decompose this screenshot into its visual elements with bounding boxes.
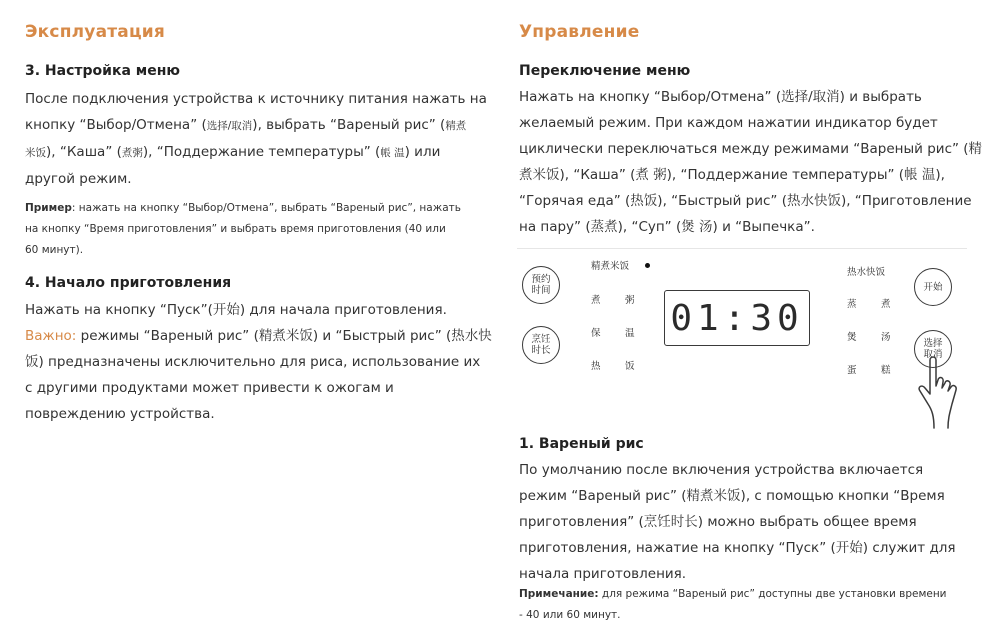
mode-label-left-3a: 热 bbox=[591, 361, 601, 372]
mode-label-right-2b: 汤 bbox=[881, 332, 891, 343]
menu-setup-heading: 3. Настройка меню bbox=[25, 63, 181, 79]
rice-paragraph: По умолчанию после включения устройства включается режим “Вареный рис” (精煮米饭), с помощью кнопки “Время приготовления” (烹饪时长) можно выбрать общее время приготовления, нажатие на кнопку “Пуск” (开始) служит для начала приготовления. bbox=[519, 462, 956, 582]
mode-label-quick-rice: 热水快饭 bbox=[847, 267, 886, 278]
mode-label-right-1b: 煮 bbox=[881, 299, 891, 310]
mode-label-left-1b: 粥 bbox=[625, 295, 635, 306]
mode-label-rice: 精煮米饭 bbox=[591, 261, 630, 272]
start-heading: 4. Начало приготовления bbox=[25, 275, 232, 291]
menu-setup-line-3: 米饭), “Каша” (煮粥), “Поддержание температуры” (帳 温) или bbox=[25, 144, 441, 160]
mode-label-left-2b: 温 bbox=[625, 328, 635, 339]
section-title-control: Управление bbox=[519, 22, 640, 42]
mode-label-right-1a: 蒸 bbox=[847, 299, 857, 310]
mode-label-right-2a: 煲 bbox=[847, 332, 857, 343]
important-label: Важно: bbox=[25, 328, 77, 344]
mode-label-left-3b: 饭 bbox=[625, 361, 635, 372]
menu-setup-paragraph bbox=[25, 86, 487, 192]
mode-label-right-3a: 蛋 bbox=[847, 365, 857, 376]
section-title-operation: Эксплуатация bbox=[25, 22, 165, 42]
reserve-time-button[interactable]: 预约 时间 bbox=[522, 266, 560, 304]
select-cancel-button[interactable]: 选择 取消 bbox=[914, 330, 952, 368]
time-display bbox=[664, 290, 810, 346]
example-note: Пример: нажать на кнопку “Выбор/Отмена”, выбрать “Вареный рис”, нажать на кнопку “Время приготовления” и выбрать время приготовления (40 или 60 минут). bbox=[25, 202, 461, 256]
menu-setup-line-4: другой режим. bbox=[25, 171, 132, 187]
example-label: Пример bbox=[25, 202, 72, 214]
menu-setup-line-2: кнопку “Выбор/Отмена” (选择/取消), выбрать “Вареный рис” (精煮 bbox=[25, 117, 467, 133]
cook-time-button[interactable]: 烹饪 时长 bbox=[522, 326, 560, 364]
control-panel-illustration bbox=[517, 248, 967, 430]
time-display-digits: 01:30 bbox=[670, 297, 804, 339]
mode-label-left-2a: 保 bbox=[591, 328, 601, 339]
pointing-hand-icon bbox=[912, 356, 964, 430]
switch-menu-heading: Переключение меню bbox=[519, 63, 691, 79]
note-label: Примечание: bbox=[519, 588, 599, 600]
switch-menu-paragraph: Нажать на кнопку “Выбор/Отмена” (选择/取消) и выбрать желаемый режим. При каждом нажатии индикатор будет циклически переключаться между режимами “Вареный рис” (精 煮米饭), “Каша” (煮 粥), “Поддержание температуры” (帳 温), “Горячая еда” (热饭), “Быстрый рис” (热水快饭), “Приготовление на пару” (蒸煮), “Суп” (煲 汤) и “Выпечка”. bbox=[519, 89, 983, 235]
start-paragraph: Нажать на кнопку “Пуск”(开始) для начала приготовления. Важно: режимы “Вареный рис” (精煮米饭) и “Быстрый рис” (热水快 饭) предназначены исключительно для риса, использование их с другими продуктами может привести к ожогам и повреждению устройства. bbox=[25, 302, 492, 422]
mode-indicator-dot bbox=[645, 263, 650, 268]
rice-heading: 1. Вареный рис bbox=[519, 436, 644, 452]
rice-note: Примечание: для режима “Вареный рис” доступны две установки времени - 40 или 60 минут. bbox=[519, 588, 947, 621]
menu-setup-line-1: После подключения устройства к источнику питания нажать на bbox=[25, 91, 487, 107]
panel-divider bbox=[517, 248, 967, 249]
mode-label-left-1a: 煮 bbox=[591, 295, 601, 306]
start-button[interactable]: 开始 bbox=[914, 268, 952, 306]
mode-label-right-3b: 糕 bbox=[881, 365, 891, 376]
